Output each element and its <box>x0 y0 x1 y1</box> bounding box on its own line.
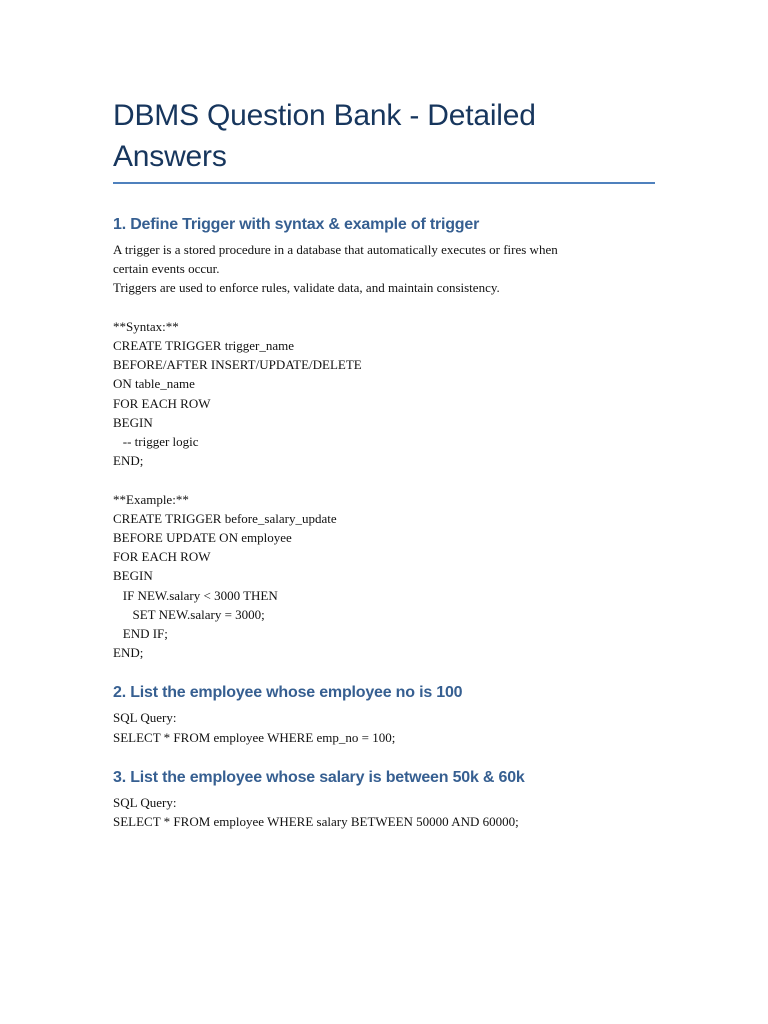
section-heading-salary-range: 3. List the employee whose salary is between 50k & 60k <box>113 768 525 786</box>
section-body-salary-range: SQL Query: SELECT * FROM employee WHERE salary BETWEEN 50000 AND 60000; <box>113 794 519 830</box>
section-body-employee-no: SQL Query: SELECT * FROM employee WHERE emp_no = 100; <box>113 710 396 745</box>
document-title: DBMS Question Bank - Detailed Answers <box>113 99 536 173</box>
section-body-trigger: A trigger is a stored procedure in a database that automatically executes or fires when certain events occur. Triggers are used to enforce rules, validate data, and maintain consistency. **Syntax:** CREATE TRIGGER trigger_name BEFORE/AFTER INSERT/UPDATE/DELETE ON table_name FOR EACH ROW BEGIN -- trigger logic END; **Example:** CREATE TRIGGER before_salary_update BEFORE UPDATE ON employee FOR EACH ROW BEGIN IF NEW.salary < 3000 THEN SET NEW.salary = 3000; END IF; END; <box>113 242 558 661</box>
document-content <box>113 95 655 831</box>
title-underline <box>113 182 655 184</box>
section-heading-employee-no: 2. List the employee whose employee no is 100 <box>113 684 463 702</box>
section-heading-trigger: 1. Define Trigger with syntax & example of trigger <box>113 216 480 233</box>
